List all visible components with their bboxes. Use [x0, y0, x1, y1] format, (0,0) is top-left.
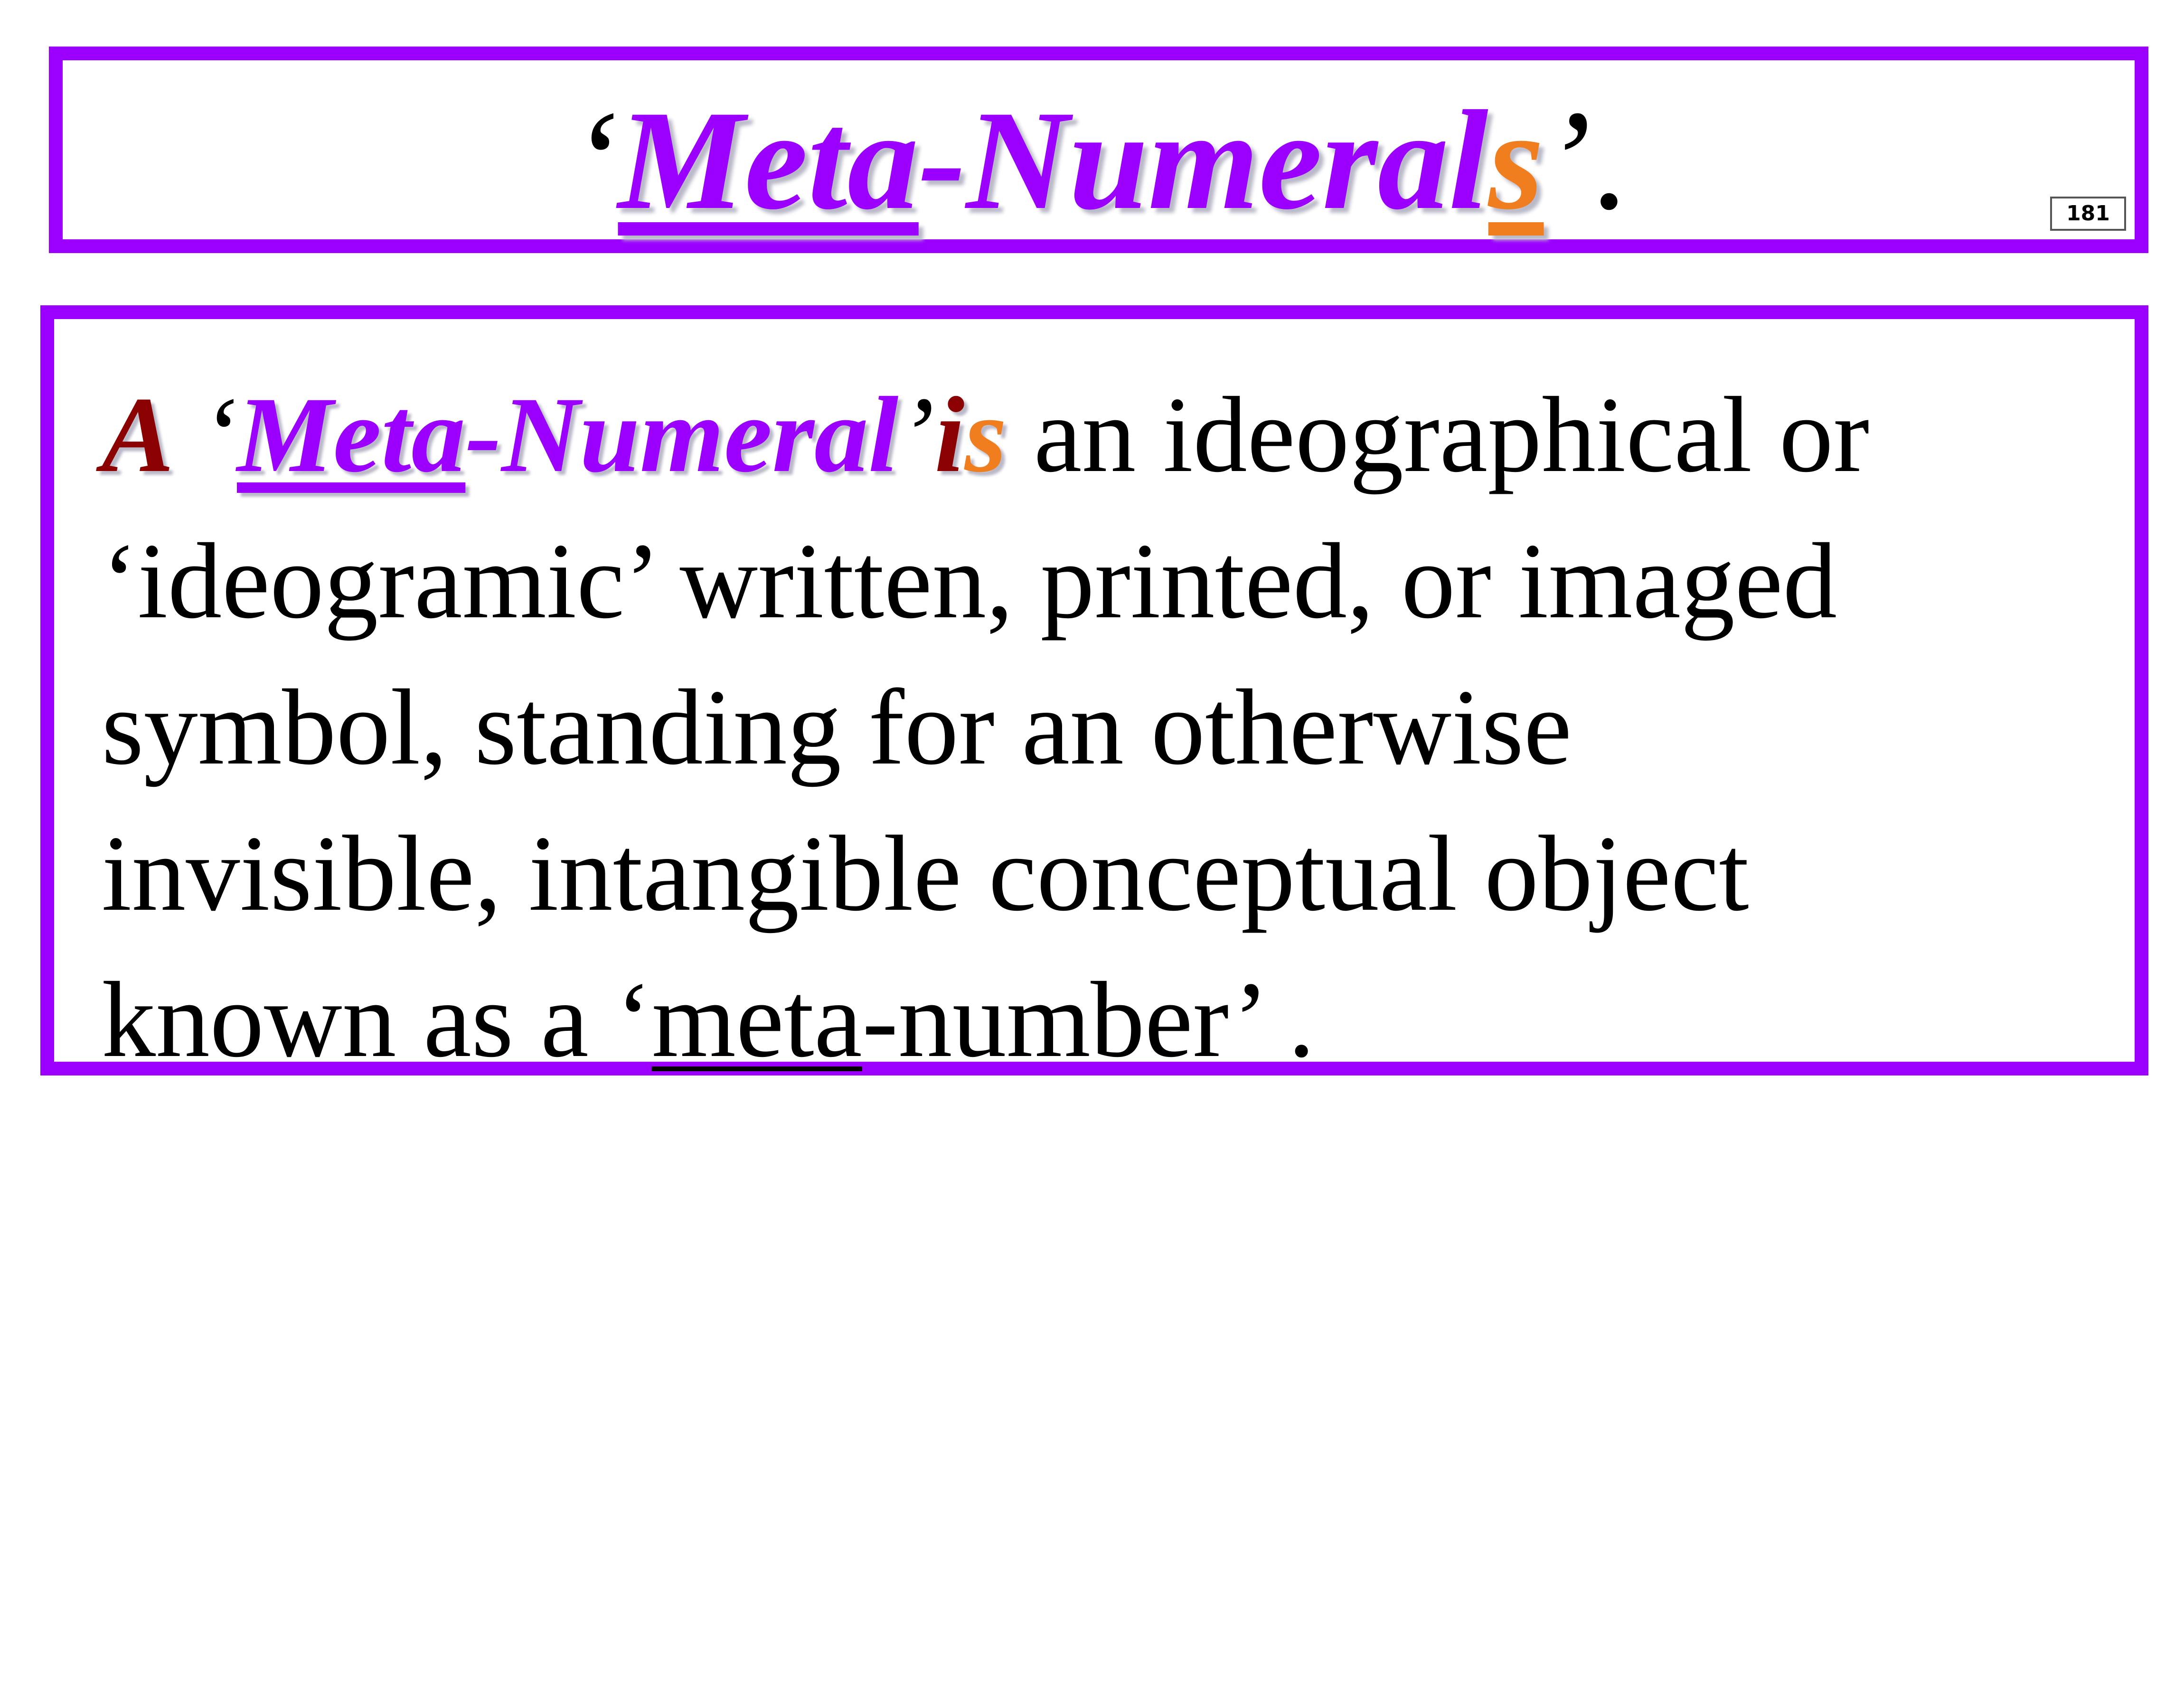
title-word-meta: Meta — [618, 81, 919, 239]
line-5-prefix: known as a ‘ — [102, 960, 652, 1080]
definition-term — [237, 375, 898, 495]
underlined-word-meta: meta — [651, 960, 862, 1080]
title-term — [618, 81, 1544, 239]
slide-title — [63, 81, 2135, 239]
title-plural-suffix: s — [1488, 81, 1544, 239]
definition-line-3: symbol, standing for an otherwise — [102, 668, 1572, 787]
term-close-quote: ’ — [898, 375, 935, 495]
term-part-numeral: Numeral — [501, 375, 899, 495]
definition-line-1 — [102, 362, 2116, 508]
title-close-quote: ’ — [1544, 81, 1591, 239]
verb-letter-i: i — [934, 375, 965, 495]
definition-box — [40, 305, 2148, 1080]
title-hyphen: - — [918, 81, 966, 239]
definition-verb — [934, 375, 1007, 495]
title-open-quote: ‘ — [570, 81, 618, 239]
definition-text — [102, 362, 2116, 1093]
verb-letter-s: s — [964, 375, 1007, 495]
page-number-badge: 181 — [2050, 197, 2126, 231]
title-box — [49, 47, 2148, 253]
line-5-suffix: -number’ . — [862, 960, 1315, 1080]
term-hyphen: - — [465, 375, 502, 495]
term-open-quote: ‘ — [201, 375, 237, 495]
definition-line-1-rest: an ideographical or — [1007, 375, 1870, 495]
title-word-numeral: Numeral — [966, 81, 1488, 239]
title-period: . — [1591, 81, 1627, 239]
definition-article: A — [102, 375, 174, 495]
definition-line-4: invisible, intangible conceptual object — [102, 814, 1749, 934]
term-part-meta: Meta — [237, 375, 466, 495]
definition-line-5 — [102, 947, 2116, 1093]
definition-line-2: ‘ideogramic’ written, printed, or imaged — [102, 521, 1837, 641]
